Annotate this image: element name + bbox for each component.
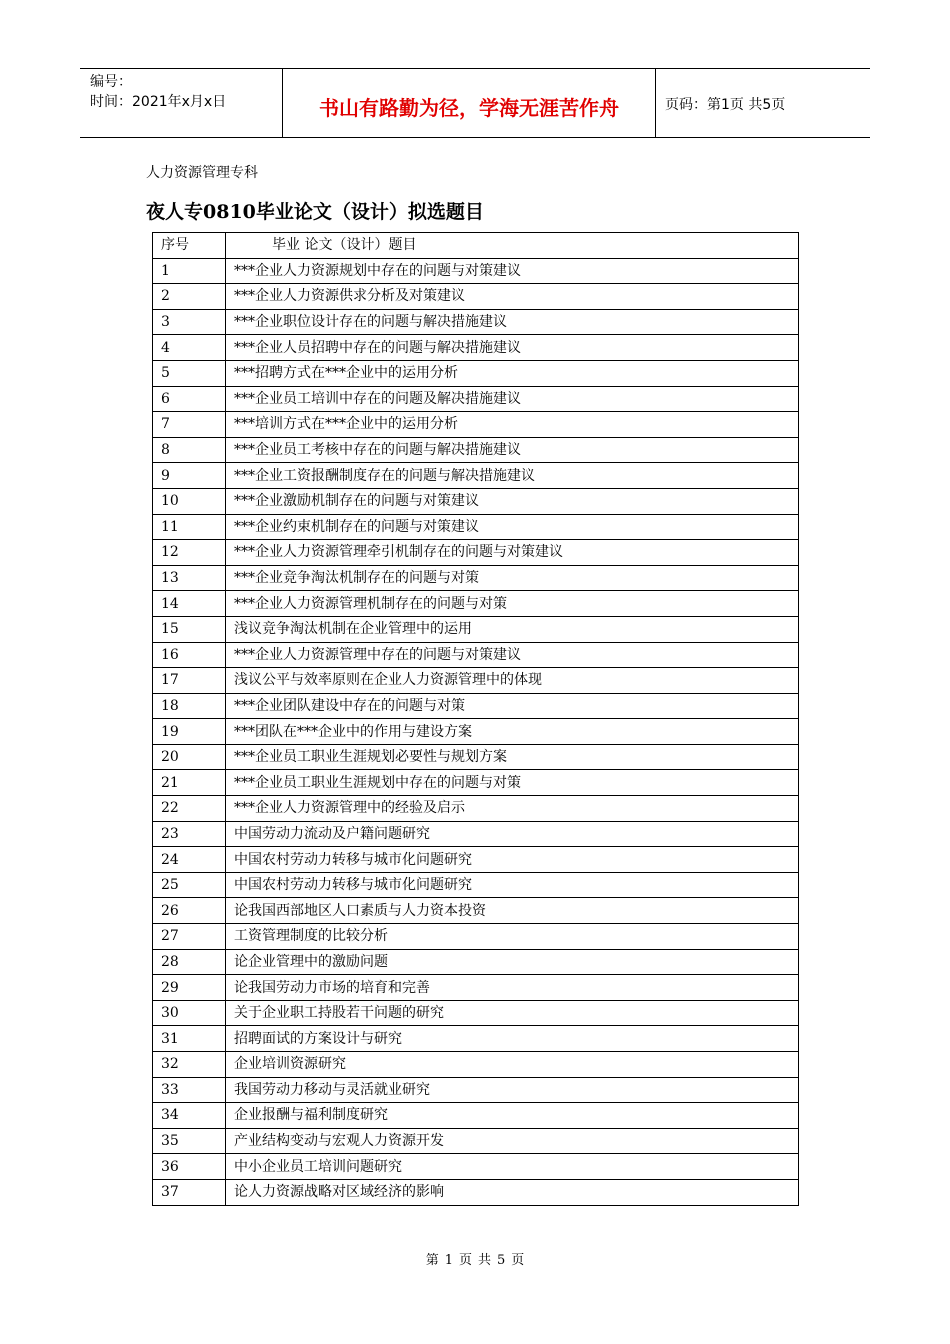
table-row [153,284,799,310]
row-number: 1 [153,258,226,284]
row-number: 32 [153,1052,226,1078]
row-topic: 关于企业职工持股若干问题的研究 [226,1000,799,1026]
table-row [153,847,799,873]
row-topic: 论人力资源战略对区域经济的影响 [226,1179,799,1205]
row-topic: 产业结构变动与宏观人力资源开发 [226,1128,799,1154]
row-number: 26 [153,898,226,924]
row-topic: 中国农村劳动力转移与城市化问题研究 [226,872,799,898]
row-number: 29 [153,975,226,1001]
row-number: 18 [153,693,226,719]
row-number: 27 [153,924,226,950]
row-number: 5 [153,360,226,386]
row-topic: 工资管理制度的比较分析 [226,924,799,950]
row-number: 21 [153,770,226,796]
row-topic: ***企业人员招聘中存在的问题与解决措施建议 [226,335,799,361]
table-row [153,360,799,386]
row-number: 12 [153,540,226,566]
row-number: 13 [153,565,226,591]
row-topic: ***企业人力资源管理中存在的问题与对策建议 [226,642,799,668]
row-number: 11 [153,514,226,540]
row-number: 31 [153,1026,226,1052]
topics-table [152,232,799,1206]
row-number: 10 [153,488,226,514]
table-row [153,642,799,668]
table-row [153,1026,799,1052]
row-topic: ***企业人力资源管理中的经验及启示 [226,796,799,822]
table-row [153,386,799,412]
row-topic: ***企业工资报酬制度存在的问题与解决措施建议 [226,463,799,489]
row-topic: 招聘面试的方案设计与研究 [226,1026,799,1052]
row-number: 8 [153,437,226,463]
row-number: 30 [153,1000,226,1026]
row-number: 15 [153,616,226,642]
table-row [153,565,799,591]
subject-label: 人力资源管理专科 [146,165,258,181]
table-row [153,437,799,463]
row-topic: 浅议竞争淘汰机制在企业管理中的运用 [226,616,799,642]
row-topic: 论我国西部地区人口素质与人力资本投资 [226,898,799,924]
table-row [153,309,799,335]
table-row [153,796,799,822]
row-number: 2 [153,284,226,310]
row-number: 24 [153,847,226,873]
table-row [153,924,799,950]
row-number: 33 [153,1077,226,1103]
footer-total-pages: 5 [497,1253,506,1268]
row-topic: 企业培训资源研究 [226,1052,799,1078]
page-footer [0,1249,950,1268]
row-topic: ***企业员工考核中存在的问题与解决措施建议 [226,437,799,463]
column-header-title: 毕业 论文（设计）题目 [226,233,799,259]
row-number: 9 [153,463,226,489]
row-topic: ***招聘方式在***企业中的运用分析 [226,360,799,386]
table-row [153,514,799,540]
row-topic: ***企业团队建设中存在的问题与对策 [226,693,799,719]
column-header-number: 序号 [153,233,226,259]
table-row [153,540,799,566]
row-topic: ***企业员工职业生涯规划必要性与规划方案 [226,744,799,770]
footer-word-ye: 页 [458,1253,472,1268]
row-number: 17 [153,668,226,694]
row-topic: ***企业人力资源管理牵引机制存在的问题与对策建议 [226,540,799,566]
header-motto-cell [282,69,656,137]
row-number: 7 [153,412,226,438]
row-number: 28 [153,949,226,975]
row-topic: 中国劳动力流动及户籍问题研究 [226,821,799,847]
table-row [153,898,799,924]
row-topic: 论企业管理中的激励问题 [226,949,799,975]
footer-word-gong: 共 [478,1253,492,1268]
table-row [153,591,799,617]
table-row [153,1052,799,1078]
row-number: 25 [153,872,226,898]
table-row [153,1103,799,1129]
table-row [153,412,799,438]
row-topic: 我国劳动力移动与灵活就业研究 [226,1077,799,1103]
document-date: 时间：2021年x月x日 [90,94,227,110]
table-row [153,1128,799,1154]
footer-page-number: 1 [444,1253,453,1268]
document-code-label: 编号： [90,74,132,90]
row-number: 37 [153,1179,226,1205]
row-topic: ***企业人力资源管理机制存在的问题与对策 [226,591,799,617]
row-topic: ***团队在***企业中的作用与建设方案 [226,719,799,745]
row-topic: ***企业激励机制存在的问题与对策建议 [226,488,799,514]
row-number: 34 [153,1103,226,1129]
row-number: 36 [153,1154,226,1180]
table-row [153,770,799,796]
header-page-info: 页码：第1页 共5页 [665,97,786,113]
table-row [153,1154,799,1180]
row-number: 23 [153,821,226,847]
row-topic: ***企业人力资源供求分析及对策建议 [226,284,799,310]
row-topic: 中小企业员工培训问题研究 [226,1154,799,1180]
row-number: 16 [153,642,226,668]
row-topic: 浅议公平与效率原则在企业人力资源管理中的体现 [226,668,799,694]
table-row [153,1000,799,1026]
row-number: 22 [153,796,226,822]
row-number: 4 [153,335,226,361]
row-topic: 企业报酬与福利制度研究 [226,1103,799,1129]
table-row [153,1179,799,1205]
row-topic: ***企业员工职业生涯规划中存在的问题与对策 [226,770,799,796]
table-row [153,335,799,361]
table-row [153,949,799,975]
table-row [153,463,799,489]
footer-word-di: 第 [425,1253,439,1268]
row-topic: 中国农村劳动力转移与城市化问题研究 [226,847,799,873]
table-row [153,1077,799,1103]
footer-word-ye-2: 页 [511,1253,525,1268]
row-topic: ***企业员工培训中存在的问题及解决措施建议 [226,386,799,412]
page-header [80,68,870,138]
table-row [153,821,799,847]
header-left-cell [80,69,282,137]
table-row [153,488,799,514]
header-motto: 书山有路勤为径，学海无涯苦作舟 [319,96,619,120]
table-header-row [153,233,799,259]
document-title: 夜人专0810毕业论文（设计）拟选题目 [146,201,484,223]
row-number: 35 [153,1128,226,1154]
table-row [153,975,799,1001]
row-topic: 论我国劳动力市场的培育和完善 [226,975,799,1001]
table-row [153,744,799,770]
table-row [153,719,799,745]
row-topic: ***企业人力资源规划中存在的问题与对策建议 [226,258,799,284]
row-topic: ***培训方式在***企业中的运用分析 [226,412,799,438]
table-row [153,693,799,719]
table-row [153,258,799,284]
row-number: 14 [153,591,226,617]
table-row [153,668,799,694]
row-topic: ***企业职位设计存在的问题与解决措施建议 [226,309,799,335]
row-number: 6 [153,386,226,412]
row-number: 19 [153,719,226,745]
table-row [153,616,799,642]
row-number: 3 [153,309,226,335]
row-number: 20 [153,744,226,770]
row-topic: ***企业约束机制存在的问题与对策建议 [226,514,799,540]
table-row [153,872,799,898]
row-topic: ***企业竞争淘汰机制存在的问题与对策 [226,565,799,591]
